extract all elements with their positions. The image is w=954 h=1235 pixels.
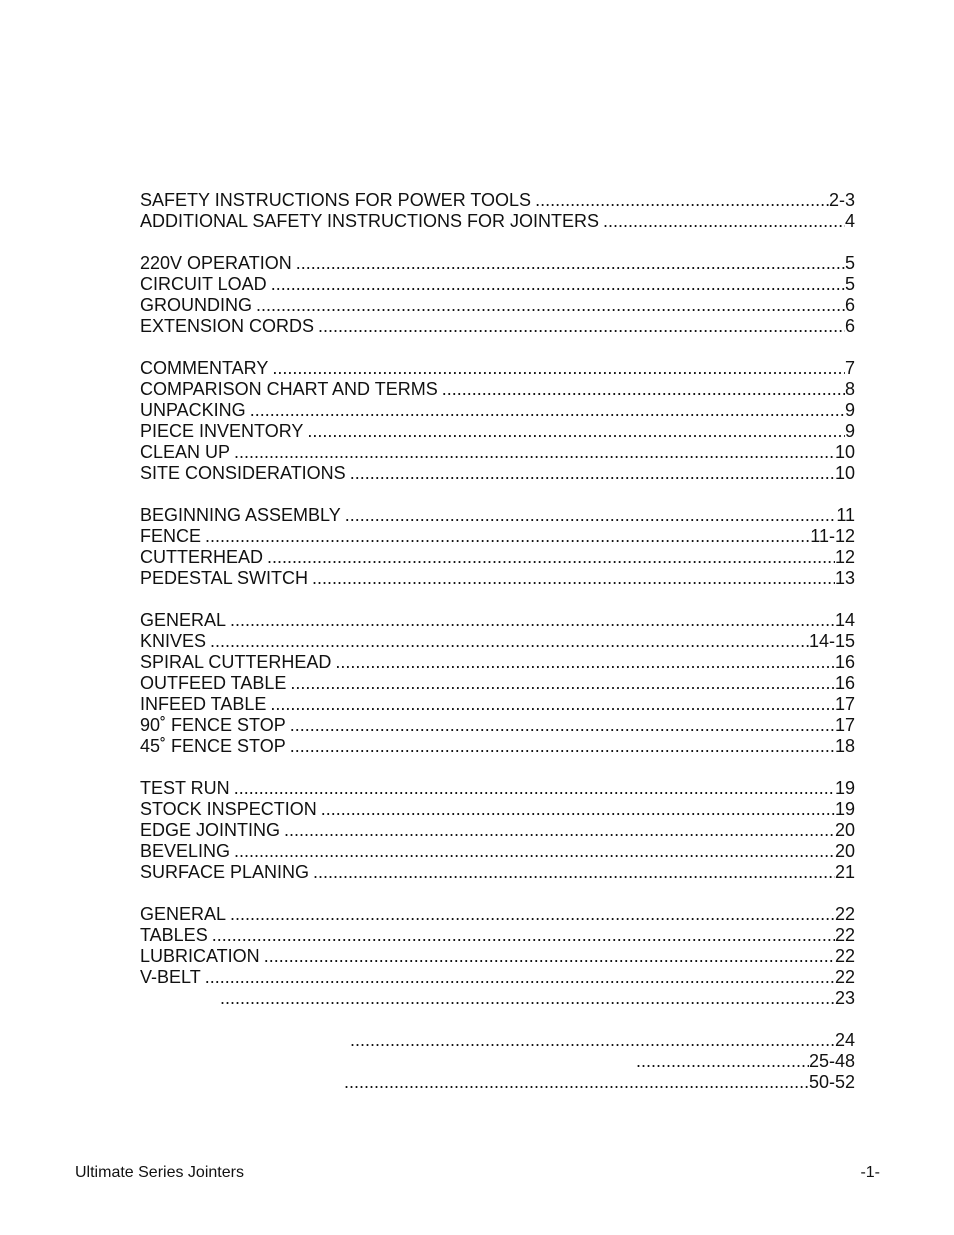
toc-entry-page: 10 — [834, 463, 855, 483]
toc-entry — [140, 694, 855, 715]
toc-entry-title: SAFETY INSTRUCTIONS FOR POWER TOOLS — [140, 190, 532, 210]
toc-entry-title: SITE CONSIDERATIONS — [140, 463, 346, 483]
toc-entry-page: 10 — [834, 442, 855, 462]
toc-dot-leader — [230, 610, 835, 631]
toc-entry — [140, 316, 855, 337]
toc-dot-leader — [256, 295, 845, 316]
toc-entry — [140, 190, 855, 211]
toc-entry — [140, 274, 855, 295]
toc-entry-title: PIECE INVENTORY — [140, 421, 304, 441]
toc-entry-page: 14 — [834, 610, 855, 630]
toc-entry-title: 45˚ FENCE STOP — [140, 736, 286, 756]
toc-entry — [140, 946, 855, 967]
toc-entry-page: 12 — [834, 547, 855, 567]
toc-dot-leader — [234, 442, 835, 463]
toc-dot-leader — [321, 799, 835, 820]
toc-dot-leader — [210, 631, 809, 652]
toc-entry-title: EDGE JOINTING — [140, 820, 281, 840]
toc-entry — [140, 442, 855, 463]
toc-entry — [140, 400, 855, 421]
toc-entry — [140, 925, 855, 946]
toc-group — [140, 1030, 855, 1093]
toc-entry — [140, 778, 855, 799]
toc-entry-title: SURFACE PLANING — [140, 862, 310, 882]
toc-entry-title: COMMENTARY — [140, 358, 269, 378]
toc-entry-page: 6 — [844, 295, 855, 315]
toc-entry-page: 14-15 — [808, 631, 855, 651]
toc-dot-leader — [345, 505, 837, 526]
toc-group — [140, 904, 855, 1009]
toc-entry-title: STOCK INSPECTION — [140, 799, 317, 819]
toc-group — [140, 358, 855, 484]
toc-dot-leader — [312, 568, 835, 589]
toc-entry-title: SPIRAL CUTTERHEAD — [140, 652, 332, 672]
toc-entry-title: OUTFEED TABLE — [140, 673, 287, 693]
toc-dot-leader — [220, 988, 835, 1009]
toc-entry-title: INFEED TABLE — [140, 694, 267, 714]
footer-title: Ultimate Series Jointers — [75, 1164, 244, 1181]
toc-entry — [140, 673, 855, 694]
toc-dot-leader — [350, 1030, 835, 1051]
toc-entry-page: 50-52 — [808, 1072, 855, 1092]
toc-entry — [140, 904, 855, 925]
toc-dot-leader — [267, 547, 835, 568]
toc-entry-page: 19 — [834, 778, 855, 798]
toc-entry-page: 22 — [834, 904, 855, 924]
toc-dot-leader — [603, 211, 845, 232]
toc-entry-page: 22 — [834, 967, 855, 987]
toc-dot-leader — [272, 358, 845, 379]
toc-entry-page: 7 — [844, 358, 855, 378]
toc-dot-leader — [230, 904, 835, 925]
toc-entry — [140, 379, 855, 400]
toc-group — [140, 253, 855, 337]
toc-entry-title: EXTENSION CORDS — [140, 316, 315, 336]
toc-entry-page: 16 — [834, 673, 855, 693]
toc-entry — [140, 736, 855, 757]
toc-dot-leader — [264, 946, 835, 967]
toc-entry — [140, 421, 855, 442]
toc-group — [140, 778, 855, 883]
toc-entry-page: 19 — [834, 799, 855, 819]
toc-entry-page: 18 — [834, 736, 855, 756]
toc-dot-leader — [234, 841, 835, 862]
toc-entry-page: 25-48 — [808, 1051, 855, 1071]
toc-dot-leader — [350, 463, 835, 484]
toc-entry-page: 5 — [844, 253, 855, 273]
toc-entry — [140, 799, 855, 820]
toc-dot-leader — [344, 1072, 809, 1093]
toc-entry-page: 6 — [844, 316, 855, 336]
toc-entry — [140, 862, 855, 883]
toc-dot-leader — [271, 274, 845, 295]
toc-entry-title: FENCE — [140, 526, 202, 546]
toc-dot-leader — [535, 190, 829, 211]
toc-entry-title: 220V OPERATION — [140, 253, 292, 273]
toc-entry — [140, 358, 855, 379]
toc-entry — [140, 988, 855, 1009]
toc-entry-title: 90˚ FENCE STOP — [140, 715, 286, 735]
toc-entry — [140, 610, 855, 631]
toc-entry — [140, 505, 855, 526]
toc-dot-leader — [335, 652, 835, 673]
toc-dot-leader — [212, 925, 835, 946]
toc-entry-page: 13 — [834, 568, 855, 588]
toc-entry-title: UNPACKING — [140, 400, 246, 420]
toc-entry — [140, 841, 855, 862]
toc-dot-leader — [284, 820, 835, 841]
toc-entry-title: LUBRICATION — [140, 946, 260, 966]
toc-entry — [140, 652, 855, 673]
toc-group — [140, 610, 855, 757]
toc-dot-leader — [313, 862, 835, 883]
toc-entry-title: BEGINNING ASSEMBLY — [140, 505, 341, 525]
toc-entry-page: 16 — [834, 652, 855, 672]
toc-group — [140, 505, 855, 589]
toc-entry — [140, 295, 855, 316]
toc-entry — [140, 463, 855, 484]
toc-dot-leader — [442, 379, 845, 400]
toc-dot-leader — [307, 421, 845, 442]
toc-entry — [140, 715, 855, 736]
toc-entry-page: 20 — [834, 841, 855, 861]
toc-entry — [140, 1051, 855, 1072]
toc-dot-leader — [290, 715, 835, 736]
toc-entry-page: 22 — [834, 925, 855, 945]
toc-dot-leader — [270, 694, 835, 715]
toc-group — [140, 190, 855, 232]
toc-entry — [140, 820, 855, 841]
toc-entry-page: 11-12 — [810, 526, 855, 546]
toc-entry-page: 24 — [834, 1030, 855, 1050]
toc-entry-page: 5 — [844, 274, 855, 294]
toc-entry-title: GENERAL — [140, 610, 227, 630]
toc-entry — [140, 1030, 855, 1051]
toc-entry-title: TABLES — [140, 925, 208, 945]
table-of-contents — [140, 190, 855, 1114]
toc-entry — [140, 211, 855, 232]
toc-entry — [140, 568, 855, 589]
toc-dot-leader — [234, 778, 835, 799]
toc-entry-page: 17 — [834, 694, 855, 714]
toc-dot-leader — [296, 253, 845, 274]
toc-entry-title: TEST RUN — [140, 778, 230, 798]
toc-entry-page: 21 — [834, 862, 855, 882]
toc-entry — [140, 967, 855, 988]
footer-page-number: -1- — [860, 1164, 880, 1181]
toc-entry-page: 17 — [834, 715, 855, 735]
toc-entry-title: CLEAN UP — [140, 442, 231, 462]
toc-entry-title: COMPARISON CHART AND TERMS — [140, 379, 438, 399]
toc-entry-page: 9 — [844, 400, 855, 420]
toc-entry-title: PEDESTAL SWITCH — [140, 568, 309, 588]
toc-dot-leader — [205, 967, 835, 988]
toc-entry — [140, 526, 855, 547]
toc-entry-title: GROUNDING — [140, 295, 252, 315]
toc-entry-page: 20 — [834, 820, 855, 840]
toc-dot-leader — [290, 673, 835, 694]
toc-dot-leader — [250, 400, 845, 421]
toc-entry-title: CUTTERHEAD — [140, 547, 264, 567]
toc-entry-page: 23 — [834, 988, 855, 1008]
toc-entry — [140, 631, 855, 652]
toc-entry-title: ADDITIONAL SAFETY INSTRUCTIONS FOR JOINTERS — [140, 211, 600, 231]
toc-entry-page: 22 — [834, 946, 855, 966]
toc-entry-title: CIRCUIT LOAD — [140, 274, 267, 294]
toc-entry-page: 8 — [844, 379, 855, 399]
toc-entry — [140, 253, 855, 274]
toc-dot-leader — [290, 736, 835, 757]
toc-dot-leader — [318, 316, 845, 337]
toc-entry-title: V-BELT — [140, 967, 201, 987]
toc-entry-page: 9 — [844, 421, 855, 441]
toc-entry — [140, 1072, 855, 1093]
toc-entry-title: GENERAL — [140, 904, 227, 924]
toc-dot-leader — [205, 526, 810, 547]
toc-entry-page: 11 — [836, 505, 855, 525]
toc-entry-page: 4 — [844, 211, 855, 231]
toc-entry-title: BEVELING — [140, 841, 231, 861]
toc-entry — [140, 547, 855, 568]
toc-entry-page: 2-3 — [828, 190, 855, 210]
toc-dot-leader — [636, 1051, 809, 1072]
toc-entry-title: KNIVES — [140, 631, 207, 651]
